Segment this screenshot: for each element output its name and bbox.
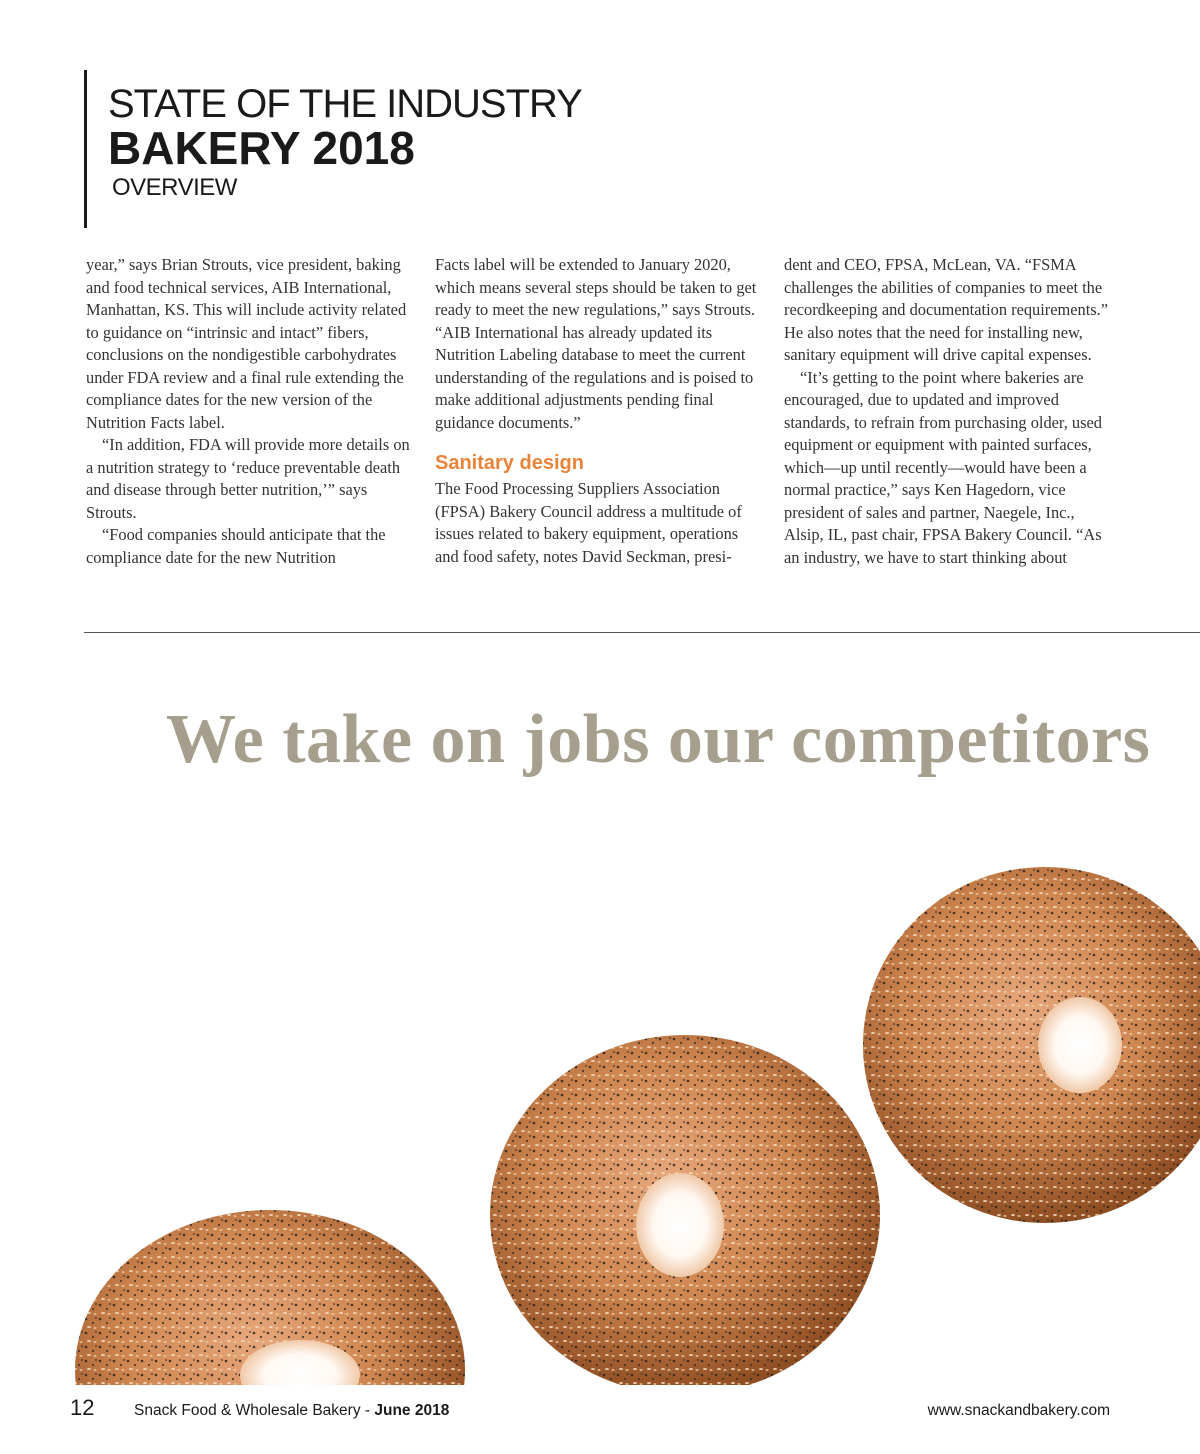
publication-line [134,1402,449,1420]
subhead: Sanitary design [435,452,584,474]
website-link[interactable]: www.snackandbakery.com [927,1402,1110,1419]
publication-name: Snack Food & Wholesale Bakery [134,1402,361,1419]
bagel-middle [490,1035,880,1395]
bagel-right [863,867,1200,1223]
section-label: OVERVIEW [112,174,237,201]
paragraph: dent and CEO, FPSA, McLean, VA. “FSMA challenges the abilities of companies to meet the recordkeeping and documentation requirements.” He also notes that the need for installing new, sanitary equipment will drive capital expenses. [784,255,1109,364]
paragraph: year,” says Brian Strouts, vice president, baking and food technical services, AIB International, Manhattan, KS. This will include activity related to guidance on “intrinsic and intact” fibers, conclusions on the nondigestible carbohydrates under FDA review and a final rule extending the compliance dates for the new version of the Nutrition Facts label. [86,255,407,432]
ad-headline: We take on jobs our competitors [166,701,1151,778]
page-number: 12 [70,1395,95,1420]
kicker: STATE OF THE INDUSTRY [108,82,582,126]
paragraph: “Food companies should anticipate that the compliance date for the new Nutrition [86,525,386,567]
paragraph: “In addition, FDA will provide more details on a nutrition strategy to ‘reduce preventable death and disease through better nutrition,’” says Strouts. [86,435,410,522]
issue-date: June 2018 [374,1402,450,1419]
paragraph: “It’s getting to the point where bakeries are encouraged, due to updated and improved standards, to refrain from purchasing older, used equipment or equipment with painted surfaces, which—up until recently—would have been a normal practice,” says Ken Hagedorn, vice president of sales and partner, Naegele, Inc., Alsip, IL, past chair, FPSA Bakery Council. “As an industry, we have to start thinking about [784,367,1102,567]
separator: - [360,1402,375,1419]
paragraph: Facts label will be extended to January 2020, which means several steps should be taken to get ready to meet the new regulations,” says Strouts. “AIB International has already updated its Nutrition Labeling database to meet the current understanding of the regulations and is poised to make additional adjustments pending final guidance documents.” [435,255,757,432]
page-title: BAKERY 2018 [108,122,415,174]
paragraph: The Food Processing Suppliers Association (FPSA) Bakery Council address a multitude of issues related to bakery equipment, operations and food safety, notes David Seckman, presi- [435,479,742,566]
